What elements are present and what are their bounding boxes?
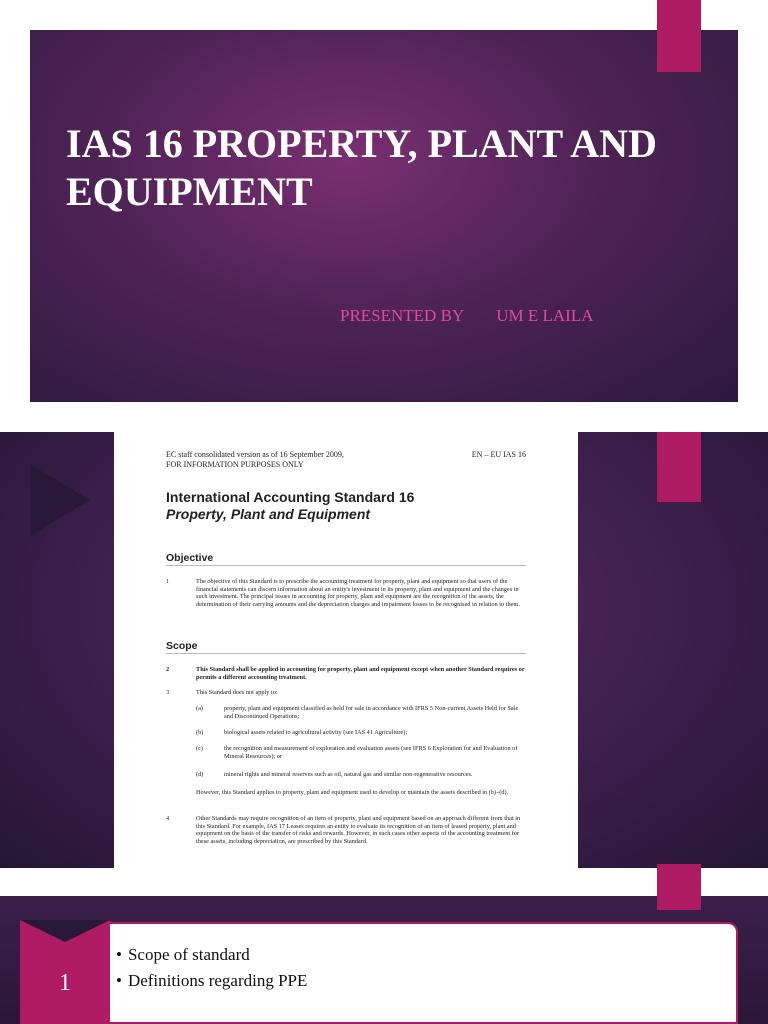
list-item <box>196 705 528 720</box>
title-slide <box>30 30 738 402</box>
paragraph-3 <box>166 689 528 697</box>
presented-by-label: PRESENTED BY <box>340 306 465 325</box>
doc-header-line2: FOR INFORMATION PURPOSES ONLY <box>166 460 304 469</box>
list-item: • Scope of standard <box>116 942 307 968</box>
paragraph-text: This Standard does not apply to: <box>196 689 278 696</box>
list-item <box>196 745 528 760</box>
list-item: • Definitions regarding PPE <box>116 968 307 994</box>
paragraph-number: 4 <box>166 815 170 822</box>
list-item-label: (d) <box>196 771 204 778</box>
decorative-arrow-icon <box>30 464 90 536</box>
doc-header-left <box>166 450 344 470</box>
paragraph-1 <box>166 578 528 608</box>
bullet-panel <box>86 922 738 1024</box>
accent-tab-bottom <box>657 864 701 910</box>
paragraph-text: Other Standards may require recognition of an item of property, plant and equipment based on an approach different from that in this Standard. For example, IAS 17 Leases requires an entity to evaluate its recognition of an item of leased property, plant and equipment on the basis of the transfer of risks and rewards. However, in such cases other aspects of the accounting treatment for these assets, including depreciation, are prescribed by this Standard. <box>196 815 521 845</box>
badge-notch-shape <box>20 920 110 942</box>
doc-header-line1: EC staff consolidated version as of 16 September 2009, <box>166 450 344 459</box>
paragraph-text: The objective of this Standard is to prescribe the accounting treatment for property, plant and equipment so that users of the financial statements can discern information about an entity's investment in its property, plant and equipment and the changes in such investment. The principal issues in accounting for property, plant and equipment are the recognition of the assets, the determination of their carrying amounts and the depreciation charges and impairment losses to be recognised in relation to them. <box>196 578 520 608</box>
accent-tab-middle <box>657 432 701 502</box>
doc-title: International Accounting Standard 16 <box>166 489 415 505</box>
list-item <box>196 729 528 737</box>
doc-header-right: EN – EU IAS 16 <box>471 450 526 459</box>
paragraph-number: 1 <box>166 578 170 585</box>
paragraph-number: 3 <box>166 689 170 696</box>
agenda-slide <box>0 896 768 1024</box>
paragraph-2 <box>166 666 528 681</box>
paragraph-text: However, this Standard applies to property, plant and equipment used to develop or maintain the assets described in (b)–(d). <box>196 789 509 796</box>
presenter-line <box>340 306 593 326</box>
document-slide <box>0 432 768 868</box>
paragraph-4 <box>166 815 528 845</box>
list-item-text: mineral rights and mineral reserves such as oil, natural gas and similar non-regenerative resources. <box>224 771 473 778</box>
paragraph-3-note <box>196 789 528 797</box>
objective-heading: Objective <box>166 552 526 566</box>
list-item-label: (b) <box>196 729 204 736</box>
list-item-text: property, plant and equipment classified as held for sale in accordance with IFRS 5 Non-current Assets Held for Sale and Discontinued Operations; <box>224 705 519 720</box>
paragraph-number: 2 <box>166 666 170 673</box>
list-item-label: (a) <box>196 705 203 712</box>
document-page <box>114 432 578 868</box>
slide-title: IAS 16 PROPERTY, PLANT AND EQUIPMENT <box>66 121 657 214</box>
list-item-label: (c) <box>196 745 203 752</box>
list-item-text: biological assets related to agricultural activity (see IAS 41 Agriculture); <box>224 729 408 736</box>
scope-heading: Scope <box>166 640 526 654</box>
doc-subtitle: Property, Plant and Equipment <box>166 506 371 522</box>
author-name: UM E LAILA <box>496 306 594 325</box>
paragraph-text: This Standard shall be applied in accounting for property, plant and equipment except when another Standard requires or permits a different accounting treatment. <box>196 666 525 681</box>
list-item <box>196 771 528 779</box>
list-item-text: the recognition and measurement of exploration and evaluation assets (see IFRS 6 Exploration for and Evaluation of Mineral Resources); or <box>224 745 518 760</box>
accent-tab-top <box>657 0 701 72</box>
slide-number: 1 <box>59 970 71 996</box>
bullet-list <box>116 942 307 994</box>
